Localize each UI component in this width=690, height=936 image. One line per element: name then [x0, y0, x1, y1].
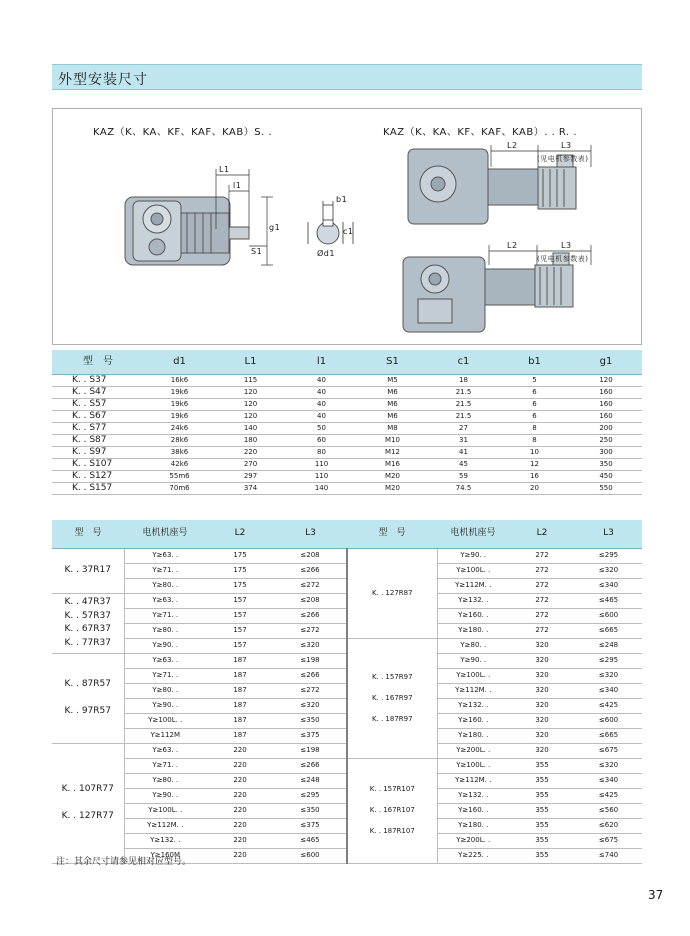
value-cell: 10 — [499, 446, 570, 458]
value-cell: 187 — [206, 713, 274, 728]
value-cell: 157 — [206, 638, 274, 653]
value-cell: ≤375 — [274, 728, 347, 743]
figure-caption-left: KAZ（K、KA、KF、KAF、KAB）S. . — [93, 127, 273, 138]
value-cell: Y≥80. . — [124, 623, 206, 638]
value-cell: Y≥132. . — [437, 698, 509, 713]
value-cell: 272 — [509, 548, 575, 563]
value-cell: 320 — [509, 653, 575, 668]
value-cell: 40 — [286, 374, 357, 386]
value-cell: 175 — [206, 578, 274, 593]
value-cell: 220 — [206, 803, 274, 818]
value-cell: ≤320 — [274, 698, 347, 713]
model-cell: K. . S107 — [52, 458, 144, 470]
table2-header-cell: 型 号 — [52, 520, 124, 548]
value-cell: 374 — [215, 482, 286, 494]
value-cell: 8 — [499, 422, 570, 434]
value-cell: 175 — [206, 563, 274, 578]
value-cell: ≤340 — [575, 683, 642, 698]
value-cell: ≤266 — [274, 563, 347, 578]
model-cell: K. . S37 — [52, 374, 144, 386]
model-group-cell: K. . 107R77 K. . 127R77 — [52, 743, 124, 863]
value-cell: 220 — [206, 743, 274, 758]
value-cell: 120 — [215, 410, 286, 422]
value-cell: 18 — [428, 374, 499, 386]
table1-row — [52, 398, 642, 410]
value-cell: 19k6 — [144, 386, 215, 398]
value-cell: 28k6 — [144, 434, 215, 446]
model-cell: K. . S57 — [52, 398, 144, 410]
value-cell: 355 — [509, 773, 575, 788]
value-cell: ≤350 — [274, 713, 347, 728]
value-cell: 355 — [509, 818, 575, 833]
value-cell: 272 — [509, 593, 575, 608]
value-cell: 31 — [428, 434, 499, 446]
value-cell: Y≥80. . — [437, 638, 509, 653]
value-cell: 40 — [286, 410, 357, 422]
table1-header-cell: g1 — [570, 350, 642, 374]
value-cell: Y≥90. . — [124, 638, 206, 653]
table1-row — [52, 386, 642, 398]
value-cell: Y≥160. . — [437, 608, 509, 623]
value-cell: ≤208 — [274, 593, 347, 608]
value-cell: 550 — [570, 482, 642, 494]
motor-note-bottom: (见电机参数表) — [537, 255, 589, 263]
value-cell: 8 — [499, 434, 570, 446]
value-cell: 187 — [206, 668, 274, 683]
table1-row — [52, 374, 642, 386]
model-group-cell: K. . 157R97 K. . 167R97 K. . 187R97 — [347, 638, 437, 758]
footnote: 注：其余尺寸请参见相对应型号。 — [56, 857, 192, 867]
value-cell: 115 — [215, 374, 286, 386]
value-cell: ≤295 — [575, 548, 642, 563]
value-cell: Y≥90. . — [437, 548, 509, 563]
table1-header-cell: b1 — [499, 350, 570, 374]
value-cell: M8 — [357, 422, 428, 434]
dimension-table-r — [52, 520, 642, 864]
dim-label-d1: Ød1 — [317, 249, 335, 258]
value-cell: ≤600 — [575, 608, 642, 623]
value-cell: ≤425 — [575, 698, 642, 713]
table1-header-cell: L1 — [215, 350, 286, 374]
value-cell: 272 — [509, 563, 575, 578]
value-cell: Y≥225. . — [437, 848, 509, 863]
figure-caption-right: KAZ（K、KA、KF、KAF、KAB）. . R. . — [383, 127, 578, 138]
value-cell: 16 — [499, 470, 570, 482]
value-cell: ≤272 — [274, 683, 347, 698]
dim-label-b1: b1 — [336, 195, 348, 204]
value-cell: M16 — [357, 458, 428, 470]
value-cell: 187 — [206, 653, 274, 668]
value-cell: Y≥132. . — [437, 788, 509, 803]
gearbox-solid-shaft-drawing — [125, 197, 249, 265]
motor-note-top: (见电机参数表) — [537, 155, 589, 163]
value-cell: ≤208 — [274, 548, 347, 563]
value-cell: M20 — [357, 470, 428, 482]
value-cell: ≤350 — [274, 803, 347, 818]
value-cell: 38k6 — [144, 446, 215, 458]
value-cell: ≤248 — [575, 638, 642, 653]
value-cell: 160 — [570, 410, 642, 422]
value-cell: Y≥132. . — [124, 833, 206, 848]
table2-row — [52, 758, 642, 773]
value-cell: Y≥112M. . — [437, 683, 509, 698]
value-cell: 320 — [509, 728, 575, 743]
value-cell: M5 — [357, 374, 428, 386]
value-cell: 157 — [206, 623, 274, 638]
table2-header-cell: L2 — [206, 520, 274, 548]
model-group-cell: K. . 127R87 — [347, 548, 437, 638]
value-cell: Y≥80. . — [124, 683, 206, 698]
value-cell: Y≥200L. . — [437, 833, 509, 848]
table1-row — [52, 458, 642, 470]
value-cell: Y≥100L. . — [437, 668, 509, 683]
value-cell: 220 — [206, 788, 274, 803]
value-cell: ≤375 — [274, 818, 347, 833]
value-cell: 272 — [509, 608, 575, 623]
value-cell: Y≥71. . — [124, 563, 206, 578]
value-cell: M20 — [357, 482, 428, 494]
value-cell: ≤248 — [274, 773, 347, 788]
dimension-table-s — [52, 350, 642, 495]
value-cell: M6 — [357, 386, 428, 398]
section-title: 外型安装尺寸 — [58, 72, 148, 88]
table2-header-cell: L3 — [274, 520, 347, 548]
value-cell: 220 — [206, 848, 274, 863]
value-cell: 24k6 — [144, 422, 215, 434]
value-cell: 59 — [428, 470, 499, 482]
value-cell: 157 — [206, 593, 274, 608]
value-cell: M6 — [357, 410, 428, 422]
dim-label-l1: l1 — [233, 181, 242, 190]
value-cell: 50 — [286, 422, 357, 434]
value-cell: 6 — [499, 398, 570, 410]
dim-label-L3-top: L3 — [561, 141, 572, 150]
value-cell: 320 — [509, 638, 575, 653]
value-cell: 21.5 — [428, 386, 499, 398]
dim-label-c1: c1 — [343, 227, 354, 236]
value-cell: Y≥180. . — [437, 623, 509, 638]
value-cell: 60 — [286, 434, 357, 446]
value-cell: 16k6 — [144, 374, 215, 386]
model-cell: K. . S67 — [52, 410, 144, 422]
value-cell: 80 — [286, 446, 357, 458]
value-cell: 19k6 — [144, 410, 215, 422]
value-cell: 187 — [206, 728, 274, 743]
value-cell: 27 — [428, 422, 499, 434]
table1-row — [52, 470, 642, 482]
value-cell: Y≥63. . — [124, 653, 206, 668]
table1-row — [52, 482, 642, 494]
value-cell: 12 — [499, 458, 570, 470]
value-cell: ≤272 — [274, 623, 347, 638]
model-cell: K. . S97 — [52, 446, 144, 458]
value-cell: ≤465 — [575, 593, 642, 608]
value-cell: 21.5 — [428, 410, 499, 422]
value-cell: Y≥90. . — [124, 698, 206, 713]
value-cell: 355 — [509, 788, 575, 803]
value-cell: ≤266 — [274, 608, 347, 623]
value-cell: Y≥160. . — [437, 803, 509, 818]
value-cell: 120 — [215, 398, 286, 410]
table1-header-cell: c1 — [428, 350, 499, 374]
table2-header-cell: 型 号 — [347, 520, 437, 548]
table2-header-cell: 电机机座号 — [124, 520, 206, 548]
table2-row — [52, 638, 642, 653]
value-cell: 120 — [570, 374, 642, 386]
value-cell: 19k6 — [144, 398, 215, 410]
value-cell: ≤198 — [274, 743, 347, 758]
value-cell: 42k6 — [144, 458, 215, 470]
value-cell: Y≥112M. . — [124, 818, 206, 833]
table2-header-row — [52, 520, 642, 548]
value-cell: 320 — [509, 683, 575, 698]
value-cell: Y≥180. . — [437, 728, 509, 743]
value-cell: Y≥112M. . — [437, 578, 509, 593]
value-cell: M6 — [357, 398, 428, 410]
value-cell: 450 — [570, 470, 642, 482]
value-cell: ≤340 — [575, 578, 642, 593]
table2-row — [52, 548, 642, 563]
value-cell: 297 — [215, 470, 286, 482]
model-cell: K. . S77 — [52, 422, 144, 434]
value-cell: 250 — [570, 434, 642, 446]
value-cell: 300 — [570, 446, 642, 458]
value-cell: ≤266 — [274, 758, 347, 773]
value-cell: ≤740 — [575, 848, 642, 863]
value-cell: ≤320 — [575, 668, 642, 683]
value-cell: 40 — [286, 386, 357, 398]
page-number: 37 — [648, 888, 664, 902]
value-cell: 175 — [206, 548, 274, 563]
value-cell: 6 — [499, 410, 570, 422]
table1-header-row — [52, 350, 642, 374]
value-cell: ≤198 — [274, 653, 347, 668]
table1-row — [52, 446, 642, 458]
table2-header-cell: L2 — [509, 520, 575, 548]
value-cell: 40 — [286, 398, 357, 410]
dimension-figure — [52, 108, 642, 345]
value-cell: ≤675 — [575, 833, 642, 848]
value-cell: 220 — [206, 758, 274, 773]
table1-row — [52, 410, 642, 422]
value-cell: 110 — [286, 470, 357, 482]
value-cell: 320 — [509, 743, 575, 758]
value-cell: ≤320 — [274, 638, 347, 653]
dim-label-L3-bottom: L3 — [561, 241, 572, 250]
value-cell: ≤272 — [274, 578, 347, 593]
section-header — [52, 64, 642, 90]
value-cell: 320 — [509, 668, 575, 683]
value-cell: M12 — [357, 446, 428, 458]
model-group-cell: K. . 37R17 — [52, 548, 124, 593]
value-cell: 320 — [509, 698, 575, 713]
value-cell: M10 — [357, 434, 428, 446]
value-cell: 20 — [499, 482, 570, 494]
table1-header-cell: d1 — [144, 350, 215, 374]
table2-header-cell: 电机机座号 — [437, 520, 509, 548]
value-cell: Y≥100L. . — [437, 563, 509, 578]
table1-header-cell: S1 — [357, 350, 428, 374]
value-cell: ≤295 — [274, 788, 347, 803]
model-cell: K. . S87 — [52, 434, 144, 446]
value-cell: ≤600 — [274, 848, 347, 863]
value-cell: ≤665 — [575, 623, 642, 638]
value-cell: Y≥71. . — [124, 668, 206, 683]
value-cell: 157 — [206, 608, 274, 623]
model-group-cell: K. . 87R57 K. . 97R57 — [52, 653, 124, 743]
value-cell: 6 — [499, 386, 570, 398]
dim-label-L2-top: L2 — [507, 141, 518, 150]
value-cell: 41 — [428, 446, 499, 458]
value-cell: Y≥90. . — [437, 653, 509, 668]
value-cell: Y≥71. . — [124, 758, 206, 773]
value-cell: 272 — [509, 578, 575, 593]
value-cell: 272 — [509, 623, 575, 638]
dim-label-g1: g1 — [269, 223, 281, 232]
value-cell: ≤340 — [575, 773, 642, 788]
model-group-cell: K. . 47R37 K. . 57R37 K. . 67R37 K. . 77R37 — [52, 593, 124, 653]
value-cell: ≤560 — [575, 803, 642, 818]
value-cell: 5 — [499, 374, 570, 386]
value-cell: ≤675 — [575, 743, 642, 758]
value-cell: 187 — [206, 683, 274, 698]
dim-label-S1: S1 — [251, 247, 263, 256]
value-cell: Y≥160. . — [437, 713, 509, 728]
value-cell: ≤465 — [274, 833, 347, 848]
value-cell: 220 — [206, 818, 274, 833]
table1-header-cell: l1 — [286, 350, 357, 374]
value-cell: Y≥200L. . — [437, 743, 509, 758]
model-group-cell: K. . 157R107 K. . 167R107 K. . 187R107 — [347, 758, 437, 863]
value-cell: Y≥80. . — [124, 773, 206, 788]
value-cell: 355 — [509, 848, 575, 863]
value-cell: 45 — [428, 458, 499, 470]
table1-row — [52, 434, 642, 446]
value-cell: Y≥132. . — [437, 593, 509, 608]
value-cell: 200 — [570, 422, 642, 434]
value-cell: Y≥63. . — [124, 548, 206, 563]
value-cell: ≤620 — [575, 818, 642, 833]
value-cell: ≤320 — [575, 758, 642, 773]
value-cell: 270 — [215, 458, 286, 470]
value-cell: 187 — [206, 698, 274, 713]
value-cell: 21.5 — [428, 398, 499, 410]
value-cell: Y≥100L. . — [437, 758, 509, 773]
value-cell: 160 — [570, 386, 642, 398]
value-cell: Y≥100L. . — [124, 713, 206, 728]
table1-header-cell: 型 号 — [52, 350, 144, 374]
value-cell: 120 — [215, 386, 286, 398]
value-cell: Y≥160M — [124, 848, 206, 863]
gearbox-motor-drawing-bottom — [403, 253, 573, 332]
value-cell: 355 — [509, 758, 575, 773]
value-cell: Y≥100L. . — [124, 803, 206, 818]
value-cell: 74.5 — [428, 482, 499, 494]
table2-header-cell: L3 — [575, 520, 642, 548]
value-cell: 140 — [215, 422, 286, 434]
value-cell: 220 — [206, 773, 274, 788]
model-cell: K. . S127 — [52, 470, 144, 482]
value-cell: 110 — [286, 458, 357, 470]
value-cell: Y≥63. . — [124, 593, 206, 608]
value-cell: ≤425 — [575, 788, 642, 803]
value-cell: Y≥112M — [124, 728, 206, 743]
value-cell: Y≥180. . — [437, 818, 509, 833]
value-cell: 55m6 — [144, 470, 215, 482]
value-cell: 70m6 — [144, 482, 215, 494]
value-cell: 355 — [509, 833, 575, 848]
value-cell: 355 — [509, 803, 575, 818]
value-cell: 320 — [509, 713, 575, 728]
model-cell: K. . S47 — [52, 386, 144, 398]
dim-label-L2-bottom: L2 — [507, 241, 518, 250]
value-cell: ≤665 — [575, 728, 642, 743]
value-cell: ≤600 — [575, 713, 642, 728]
value-cell: ≤266 — [274, 668, 347, 683]
value-cell: Y≥71. . — [124, 608, 206, 623]
value-cell: Y≥63. . — [124, 743, 206, 758]
dim-label-L1: L1 — [219, 165, 230, 174]
value-cell: ≤295 — [575, 653, 642, 668]
value-cell: 160 — [570, 398, 642, 410]
value-cell: 350 — [570, 458, 642, 470]
value-cell: 140 — [286, 482, 357, 494]
value-cell: 180 — [215, 434, 286, 446]
value-cell: ≤320 — [575, 563, 642, 578]
value-cell: Y≥112M. . — [437, 773, 509, 788]
value-cell: Y≥80. . — [124, 578, 206, 593]
table1-row — [52, 422, 642, 434]
value-cell: Y≥90. . — [124, 788, 206, 803]
model-cell: K. . S157 — [52, 482, 144, 494]
value-cell: 220 — [206, 833, 274, 848]
shaft-section-drawing — [308, 201, 353, 244]
value-cell: 220 — [215, 446, 286, 458]
